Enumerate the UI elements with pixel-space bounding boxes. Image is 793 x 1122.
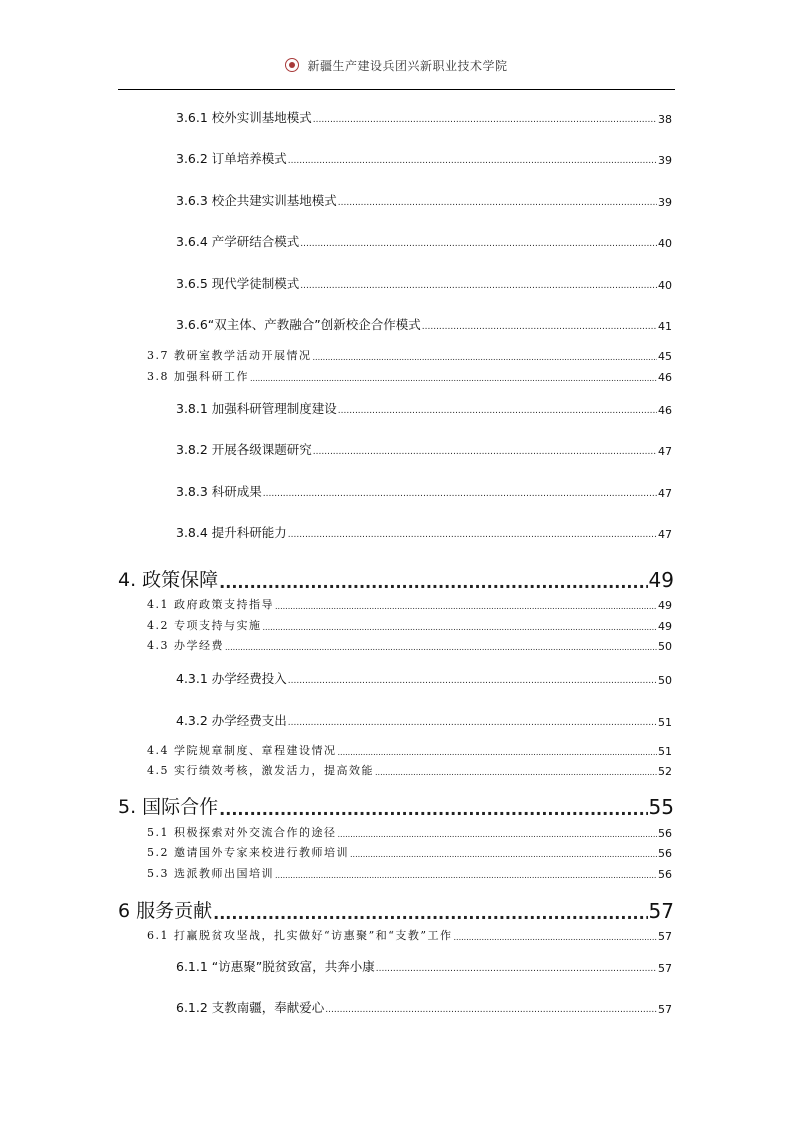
dot-leader [338, 747, 658, 758]
dot-leader [376, 963, 657, 975]
toc-entry-page: 57 [658, 1003, 672, 1016]
toc-entry-page: 56 [658, 827, 672, 840]
toc-entry-page: 50 [658, 640, 672, 653]
toc-entry-page: 45 [658, 350, 672, 363]
toc-entry[interactable] [176, 149, 672, 167]
toc-entry-label: 3.8.3 科研成果 [176, 484, 262, 499]
toc-entry-page: 49 [658, 599, 672, 612]
toc-entry[interactable] [176, 957, 672, 975]
toc-entry-label: 3.8 加强科研工作 [147, 370, 249, 383]
toc-chapter-label: 4. 政策保障 [118, 569, 219, 591]
dot-leader [300, 280, 657, 292]
dot-leader [288, 529, 657, 541]
toc-entry-label: 4.3.2 办学经费支出 [176, 713, 287, 728]
toc-entry-page: 57 [658, 930, 672, 943]
toc-entry[interactable] [147, 865, 672, 881]
dot-leader [288, 717, 657, 729]
dot-leader [275, 870, 657, 881]
dot-leader [375, 767, 657, 778]
toc-entry-label: 4.4 学院规章制度、章程建设情况 [147, 744, 337, 757]
college-logo-icon [285, 58, 299, 72]
toc-entry[interactable] [147, 844, 672, 860]
toc-entry-page: 47 [658, 528, 672, 541]
toc-entry[interactable] [176, 482, 672, 500]
toc-chapter-page: 55 [648, 795, 674, 819]
dot-leader [213, 904, 647, 923]
toc-chapter[interactable] [118, 792, 674, 819]
toc-entry-page: 39 [658, 154, 672, 167]
toc-entry[interactable] [147, 927, 672, 943]
header-divider [118, 89, 675, 90]
dot-leader [250, 373, 657, 384]
dot-leader [263, 488, 657, 500]
toc-entry-page: 38 [658, 113, 672, 126]
dot-leader [422, 321, 657, 333]
toc-entry-label: 4.1 政府政策支持指导 [147, 598, 274, 611]
toc-entry-page: 47 [658, 445, 672, 458]
toc-entry-page: 40 [658, 237, 672, 250]
toc-chapter-page: 57 [648, 899, 674, 923]
toc-entry[interactable] [176, 108, 672, 126]
toc-entry-page: 46 [658, 371, 672, 384]
dot-leader [275, 601, 657, 612]
toc-entry[interactable] [176, 523, 672, 541]
toc-entry-page: 40 [658, 279, 672, 292]
toc-entry-label: 3.6.1 校外实训基地模式 [176, 110, 312, 125]
toc-entry-page: 50 [658, 674, 672, 687]
page-header [0, 54, 793, 76]
toc-entry[interactable] [147, 762, 672, 778]
header-title: 新疆生产建设兵团兴新职业技术学院 [307, 58, 508, 73]
toc-entry[interactable] [147, 742, 672, 758]
toc-entry-page: 41 [658, 320, 672, 333]
dot-leader [313, 446, 657, 458]
toc-entry-page: 46 [658, 404, 672, 417]
toc-chapter[interactable] [118, 896, 674, 923]
toc-entry[interactable] [176, 399, 672, 417]
toc-entry[interactable] [176, 191, 672, 209]
toc-entry-page: 57 [658, 962, 672, 975]
toc-entry[interactable] [147, 368, 672, 384]
toc-entry-label: 6.1.2 支教南疆，奉献爱心 [176, 1000, 325, 1015]
dot-leader [338, 405, 657, 417]
toc-entry-label: 5.3 选派教师出国培训 [147, 867, 274, 880]
toc-entry[interactable] [176, 711, 672, 729]
toc-entry-label: 4.5 实行绩效考核，激发活力，提高效能 [147, 764, 374, 777]
toc-entry-label: 3.7 教研室教学活动开展情况 [147, 349, 312, 362]
toc-entry-label: 3.8.1 加强科研管理制度建设 [176, 401, 337, 416]
dot-leader [338, 829, 658, 840]
toc-entry-page: 49 [658, 620, 672, 633]
dot-leader [325, 1004, 657, 1016]
toc-entry-label: 5.1 积极探索对外交流合作的途径 [147, 826, 337, 839]
toc-entry-label: 3.6.5 现代学徒制模式 [176, 276, 300, 291]
toc-entry-page: 47 [658, 487, 672, 500]
dot-leader [288, 675, 657, 687]
toc-entry-label: 3.6.6“双主体、产教融合”创新校企合作模式 [176, 317, 421, 332]
dot-leader [338, 197, 657, 209]
dot-leader [288, 155, 657, 167]
toc-entry[interactable] [147, 617, 672, 633]
toc-entry[interactable] [147, 824, 672, 840]
toc-entry[interactable] [176, 669, 672, 687]
toc-entry[interactable] [147, 596, 672, 612]
toc-entry-page: 56 [658, 868, 672, 881]
toc-entry[interactable] [176, 998, 672, 1016]
dot-leader [313, 114, 657, 126]
toc-entry-label: 4.3.1 办学经费投入 [176, 671, 287, 686]
toc-entry-page: 56 [658, 847, 672, 860]
dot-leader [219, 800, 647, 819]
toc-entry-page: 52 [658, 765, 672, 778]
toc-entry-label: 6.1.1 “访惠聚”脱贫致富，共奔小康 [176, 959, 375, 974]
toc-entry-label: 6.1 打赢脱贫攻坚战，扎实做好“访惠聚”和“支教”工作 [147, 929, 453, 942]
toc-chapter[interactable] [118, 565, 674, 592]
dot-leader [300, 238, 657, 250]
toc-chapter-label: 5. 国际合作 [118, 796, 219, 818]
toc-entry[interactable] [176, 274, 672, 292]
toc-entry-page: 39 [658, 196, 672, 209]
toc-entry-label: 3.6.4 产学研结合模式 [176, 234, 300, 249]
toc-entry-label: 5.2 邀请国外专家来校进行教师培训 [147, 846, 349, 859]
toc-entry-label: 4.3 办学经费 [147, 639, 224, 652]
toc-entry-label: 3.6.3 校企共建实训基地模式 [176, 193, 337, 208]
dot-leader [263, 622, 658, 633]
toc-entry-page: 51 [658, 716, 672, 729]
dot-leader [453, 932, 657, 943]
toc-chapter-page: 49 [648, 568, 674, 592]
toc-entry-label: 3.8.2 开展各级课题研究 [176, 442, 312, 457]
dot-leader [219, 573, 647, 592]
dot-leader [313, 352, 658, 363]
toc-entry-label: 3.8.4 提升科研能力 [176, 525, 287, 540]
dot-leader [225, 642, 657, 653]
toc-entry[interactable] [176, 440, 672, 458]
toc-chapter-label: 6 服务贡献 [118, 900, 213, 922]
dot-leader [350, 849, 657, 860]
toc-entry-label: 3.6.2 订单培养模式 [176, 151, 287, 166]
toc-entry[interactable] [147, 347, 672, 363]
toc-entry-page: 51 [658, 745, 672, 758]
toc-entry[interactable] [176, 315, 672, 333]
toc-entry[interactable] [147, 637, 672, 653]
toc-entry-label: 4.2 专项支持与实施 [147, 619, 262, 632]
toc-entry[interactable] [176, 232, 672, 250]
